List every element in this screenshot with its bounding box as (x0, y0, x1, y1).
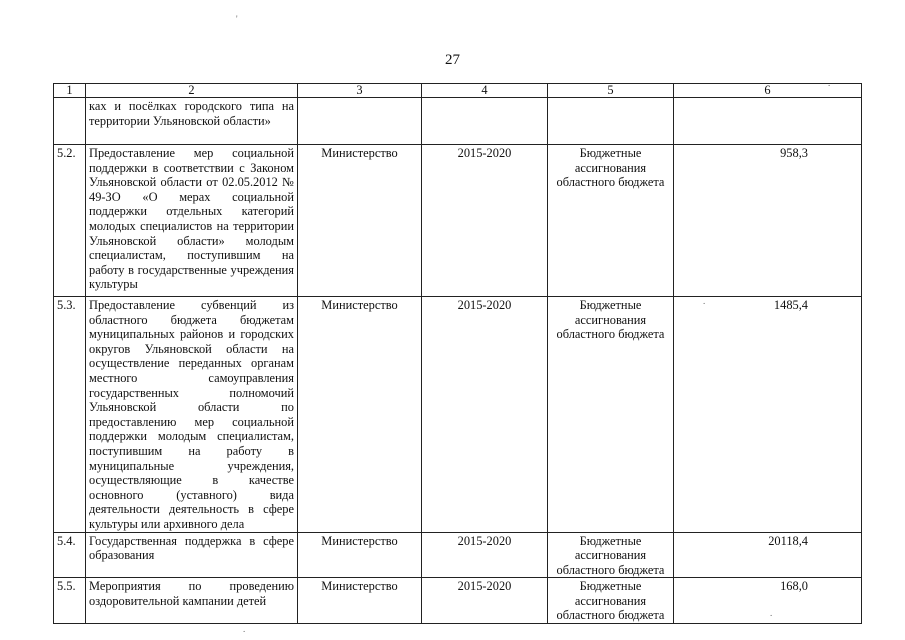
row-description: ках и посёлках городского типа на территории Ульяновской области» (86, 98, 298, 145)
page-number: 27 (445, 52, 460, 68)
row-responsible (298, 98, 422, 145)
table-row (54, 578, 862, 624)
row-amount (674, 98, 862, 145)
header-col-3: 3 (298, 84, 422, 98)
row-number: 5.4. (54, 532, 86, 578)
header-col-2: 2 (86, 84, 298, 98)
program-table (53, 83, 862, 624)
row-period (422, 98, 548, 145)
header-col-6: 6 (674, 84, 862, 98)
row-source: Бюджетные ассигнования областного бюджета (548, 145, 674, 297)
scan-speck: . (243, 624, 246, 634)
table-row (54, 297, 862, 533)
scan-speck: . (770, 608, 773, 618)
row-description: Предоставление субвенций из областного бюджета бюджетам муниципальных районов и городских округов Ульяновской области на осуществление переданных органам местного самоуправления государственных полномочий Ульяновской области по предоставлению мер социальной поддержки молодым специалистам, поступившим на работу в муниципальные учреждения, осуществляющие в качестве основного (уставного) вида деятельности деятельность в сфере культуры или архивного дела (86, 297, 298, 533)
row-responsible: Министерство (298, 297, 422, 533)
row-source: Бюджетные ассигнования областного бюджета (548, 297, 674, 533)
row-source: Бюджетные ассигнования областного бюджета (548, 578, 674, 624)
row-responsible: Министерство (298, 532, 422, 578)
row-amount: 20118,4 (674, 532, 862, 578)
row-description: Предоставление мер социальной поддержки в соответствии с Законом Ульяновской области от 02.05.2012 № 49-ЗО «О мерах социальной поддержки отдельных категорий молодых специалистов на территории Ульяновской области» молодым специалистам, поступившим на работу в государственные учреждения культуры (86, 145, 298, 297)
row-number: 5.5. (54, 578, 86, 624)
row-period: 2015-2020 (422, 145, 548, 297)
table-row (54, 532, 862, 578)
row-period: 2015-2020 (422, 532, 548, 578)
row-amount: 958,3 (674, 145, 862, 297)
table-row (54, 145, 862, 297)
row-source (548, 98, 674, 145)
scan-speck: . (828, 78, 831, 88)
scan-speck: . (703, 296, 706, 306)
table-header-row (54, 84, 862, 98)
row-amount: 1485,4 (674, 297, 862, 533)
row-responsible: Министерство (298, 578, 422, 624)
row-amount: 168,0 (674, 578, 862, 624)
row-responsible: Министерство (298, 145, 422, 297)
row-description: Мероприятия по проведению оздоровительной кампании детей (86, 578, 298, 624)
header-col-1: 1 (54, 84, 86, 98)
row-number: 5.2. (54, 145, 86, 297)
header-col-4: 4 (422, 84, 548, 98)
table-row (54, 98, 862, 145)
row-period: 2015-2020 (422, 578, 548, 624)
row-description: Государственная поддержка в сфере образования (86, 532, 298, 578)
row-number (54, 98, 86, 145)
row-source: Бюджетные ассигнования областного бюджета (548, 532, 674, 578)
scan-speck: ' (236, 14, 238, 24)
header-col-5: 5 (548, 84, 674, 98)
row-period: 2015-2020 (422, 297, 548, 533)
row-number: 5.3. (54, 297, 86, 533)
